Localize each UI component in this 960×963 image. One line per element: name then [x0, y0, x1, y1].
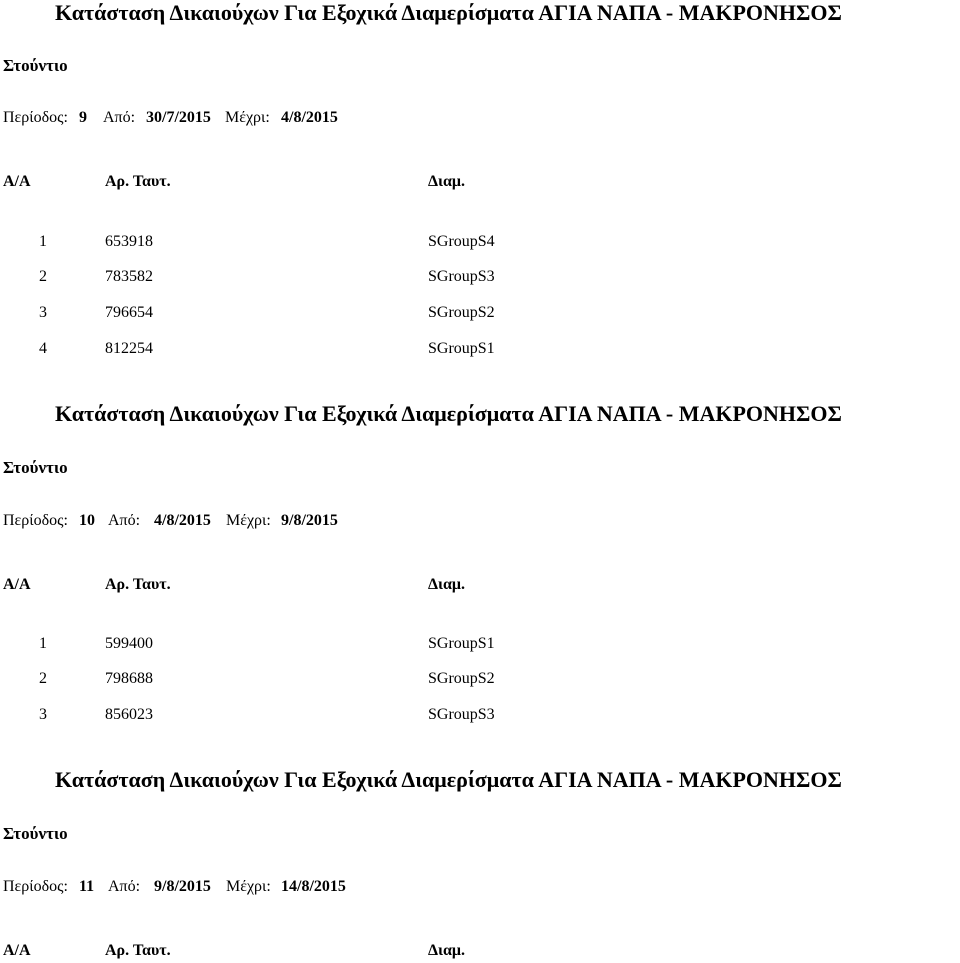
- from-label: Από:: [108, 878, 141, 895]
- row-id: 599400: [105, 635, 153, 652]
- column-header-aa: Α/Α: [3, 942, 31, 959]
- period-label: Περίοδος:: [3, 109, 68, 126]
- section-title: Κατάσταση Δικαιούχων Για Εξοχικά Διαμερίσματα ΑΓΙΑ ΝΑΠΑ - ΜΑΚΡΟΝΗΣΟΣ: [55, 0, 842, 25]
- to-label: Μέχρι:: [225, 109, 270, 126]
- row-number: 1: [39, 635, 47, 652]
- to-label: Μέχρι:: [226, 512, 271, 529]
- section-title: Κατάσταση Δικαιούχων Για Εξοχικά Διαμερίσματα ΑΓΙΑ ΝΑΠΑ - ΜΑΚΡΟΝΗΣΟΣ: [55, 767, 842, 792]
- row-apartment: SGroupS3: [428, 268, 495, 285]
- column-header-id: Αρ. Ταυτ.: [105, 576, 171, 593]
- column-header-apartment: Διαμ.: [428, 576, 465, 593]
- row-number: 2: [39, 670, 47, 687]
- column-header-aa: Α/Α: [3, 173, 31, 190]
- from-value: 30/7/2015: [146, 109, 211, 126]
- row-apartment: SGroupS4: [428, 233, 495, 250]
- column-header-id: Αρ. Ταυτ.: [105, 173, 171, 190]
- row-apartment: SGroupS1: [428, 340, 495, 357]
- section-subtitle: Στούντιο: [3, 56, 68, 75]
- column-header-apartment: Διαμ.: [428, 173, 465, 190]
- to-value: 4/8/2015: [281, 109, 338, 126]
- period-label: Περίοδος:: [3, 512, 68, 529]
- row-apartment: SGroupS2: [428, 670, 495, 687]
- row-number: 1: [39, 233, 47, 250]
- row-id: 783582: [105, 268, 153, 285]
- row-apartment: SGroupS3: [428, 706, 495, 723]
- row-id: 653918: [105, 233, 153, 250]
- section-subtitle: Στούντιο: [3, 824, 68, 843]
- period-label: Περίοδος:: [3, 878, 68, 895]
- column-header-apartment: Διαμ.: [428, 942, 465, 959]
- from-label: Από:: [108, 512, 141, 529]
- section-subtitle: Στούντιο: [3, 458, 68, 477]
- to-value: 9/8/2015: [281, 512, 338, 529]
- period-value: 10: [79, 512, 95, 529]
- row-id: 798688: [105, 670, 153, 687]
- from-label: Από:: [103, 109, 136, 126]
- period-value: 9: [79, 109, 87, 126]
- to-value: 14/8/2015: [281, 878, 346, 895]
- from-value: 4/8/2015: [154, 512, 211, 529]
- section-title: Κατάσταση Δικαιούχων Για Εξοχικά Διαμερίσματα ΑΓΙΑ ΝΑΠΑ - ΜΑΚΡΟΝΗΣΟΣ: [55, 401, 842, 426]
- row-number: 3: [39, 304, 47, 321]
- to-label: Μέχρι:: [226, 878, 271, 895]
- row-id: 856023: [105, 706, 153, 723]
- row-id: 796654: [105, 304, 153, 321]
- row-apartment: SGroupS1: [428, 635, 495, 652]
- row-number: 2: [39, 268, 47, 285]
- column-header-aa: Α/Α: [3, 576, 31, 593]
- period-value: 11: [79, 878, 95, 895]
- column-header-id: Αρ. Ταυτ.: [105, 942, 171, 959]
- from-value: 9/8/2015: [154, 878, 211, 895]
- row-number: 4: [39, 340, 47, 357]
- row-apartment: SGroupS2: [428, 304, 495, 321]
- row-id: 812254: [105, 340, 153, 357]
- row-number: 3: [39, 706, 47, 723]
